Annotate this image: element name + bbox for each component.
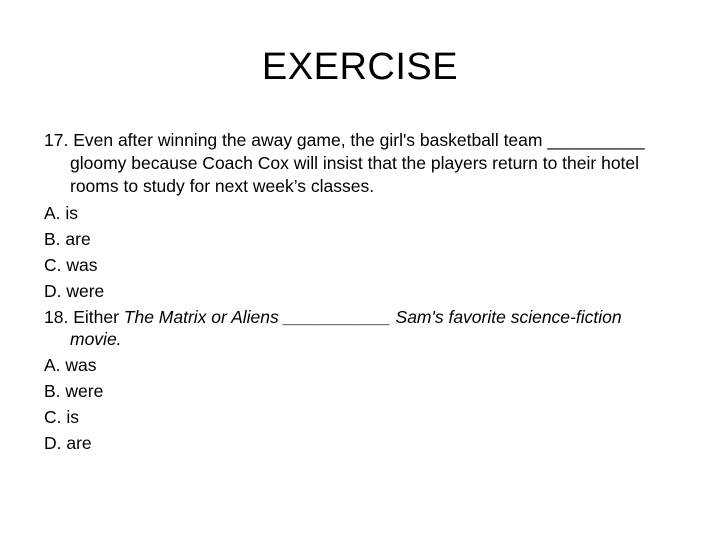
option-18-c: C. is [44,407,79,427]
option-17-d: D. were [44,281,105,301]
option-18-b: B. were [44,381,104,401]
option-17-b: B. are [44,229,91,249]
question-18-prefix: 18. Either [44,307,124,327]
option-17-a: A. is [44,203,79,223]
question-18 [44,306,674,350]
option-18-d: D. are [44,433,92,453]
question-17: 17. Even after winning the away game, the girl's basketball team __________ gloomy because Coach Cox will insist that the players return to their hotel rooms to study for next week’s classes. [44,130,645,196]
question-18-italic-text: The Matrix or Aliens ___________ Sam's favorite science-fiction movie. [70,307,622,349]
option-17-c: C. was [44,255,98,275]
exercise-content [44,127,674,456]
option-18-a: A. was [44,355,97,375]
slide-title: EXERCISE [261,46,459,88]
